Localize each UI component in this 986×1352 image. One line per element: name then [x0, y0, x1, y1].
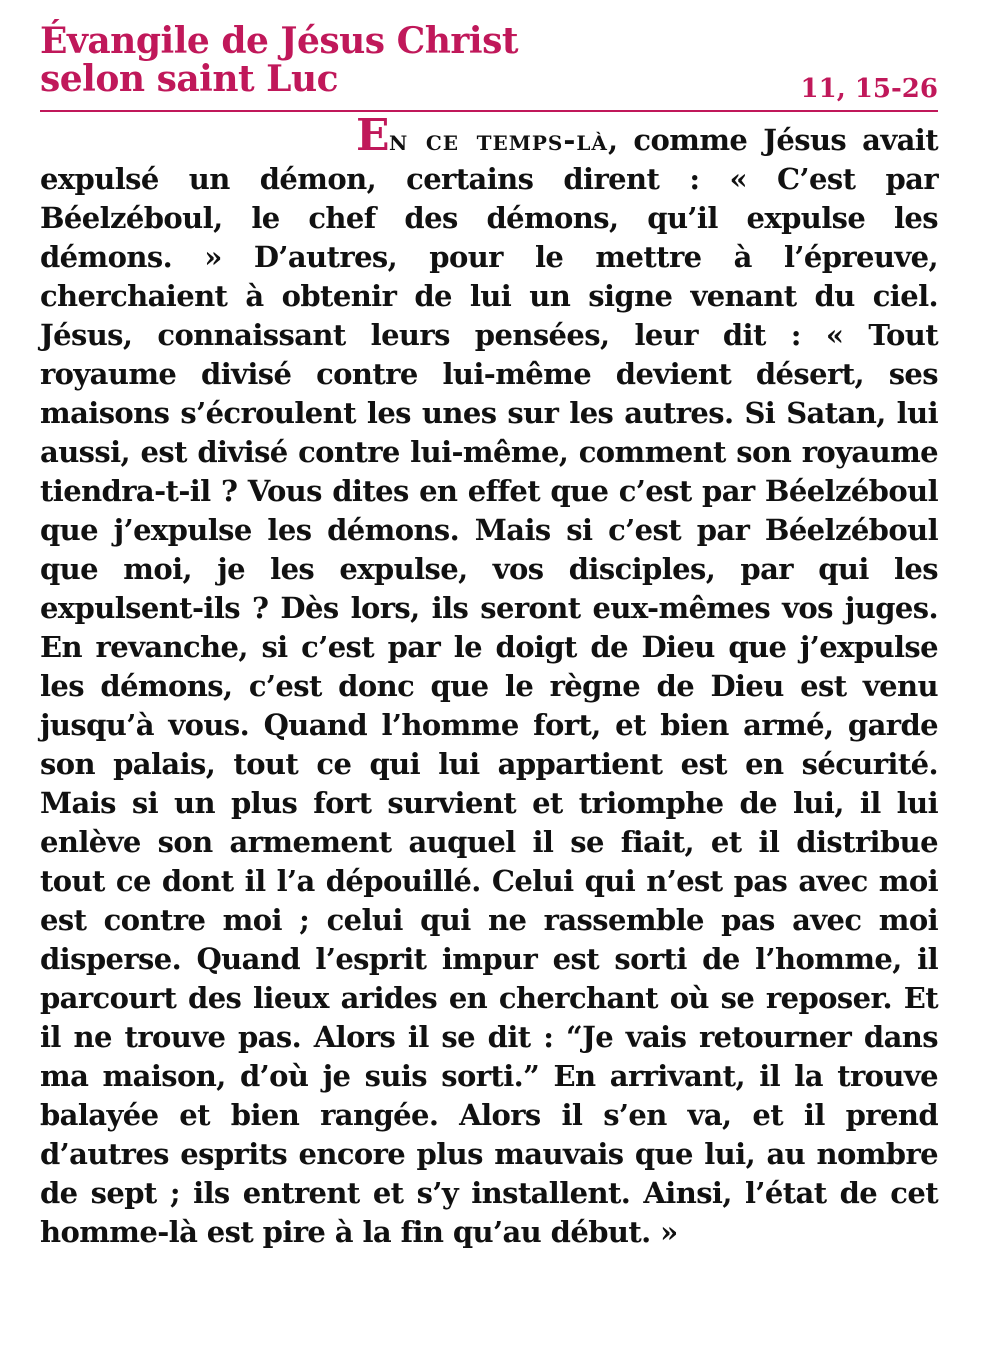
- gospel-body: , comme Jésus avait expulsé un démon, certains dirent : « C’est par Béelzéboul, le chef des démons, qu’il expulse les démons. » D’autres, pour le mettre à l’épreuve, cherchaient à obtenir de lui un signe venant du ciel. Jésus, connaissant leurs pensées, leur dit : « Tout royaume divisé contre lui-même devient désert, ses maisons s’écroulent les unes sur les autres. Si Satan, lui aussi, est divisé contre lui-même, comment son royaume tiendra-t-il ? Vous dites en effet que c’est par Béelzéboul que j’expulse les démons. Mais si c’est par Béelzéboul que moi, je les expulse, vos disciples, par qui les expulsent-ils ? Dès lors, ils seront eux-mêmes vos juges. En revanche, si c’est par le doigt de Dieu que j’expulse les démons, c’est donc que le règne de Dieu est venu jusqu’à vous. Quand l’homme fort, et bien armé, garde son palais, tout ce qui lui appartient est en sécurité. Mais si un plus fort survient et triomphe de lui, il lui enlève son armement auquel il se fiait, et il distribue tout ce dont il l’a dépouillé. Celui qui n’est pas avec moi est contre moi ; celui qui ne rassemble pas avec moi disperse. Quand l’esprit impur est sorti de l’homme, il parcourt des lieux arides en cherchant où se reposer. Et il ne trouve pas. Alors il se dit : “Je vais retourner dans ma maison, d’où je suis sorti.” En arrivant, il la trouve balayée et bien rangée. Alors il s’en va, et il prend d’autres esprits encore plus mauvais que lui, au nombre de sept ; ils entrent et s’y installent. Ainsi, l’état de cet homme-là est pire à la fin qu’au début. »: [40, 123, 938, 1249]
- title-line-1: Évangile de Jésus Christ: [40, 20, 518, 62]
- gospel-text: [40, 112, 938, 1252]
- title-line-2: selon saint Luc: [40, 58, 339, 100]
- verse-reference: 11, 15-26: [800, 74, 938, 104]
- header: [40, 22, 938, 112]
- opening-small-caps: n ce temps-là: [388, 123, 608, 157]
- gospel-page: [40, 22, 938, 1252]
- drop-cap-initial: E: [356, 110, 389, 161]
